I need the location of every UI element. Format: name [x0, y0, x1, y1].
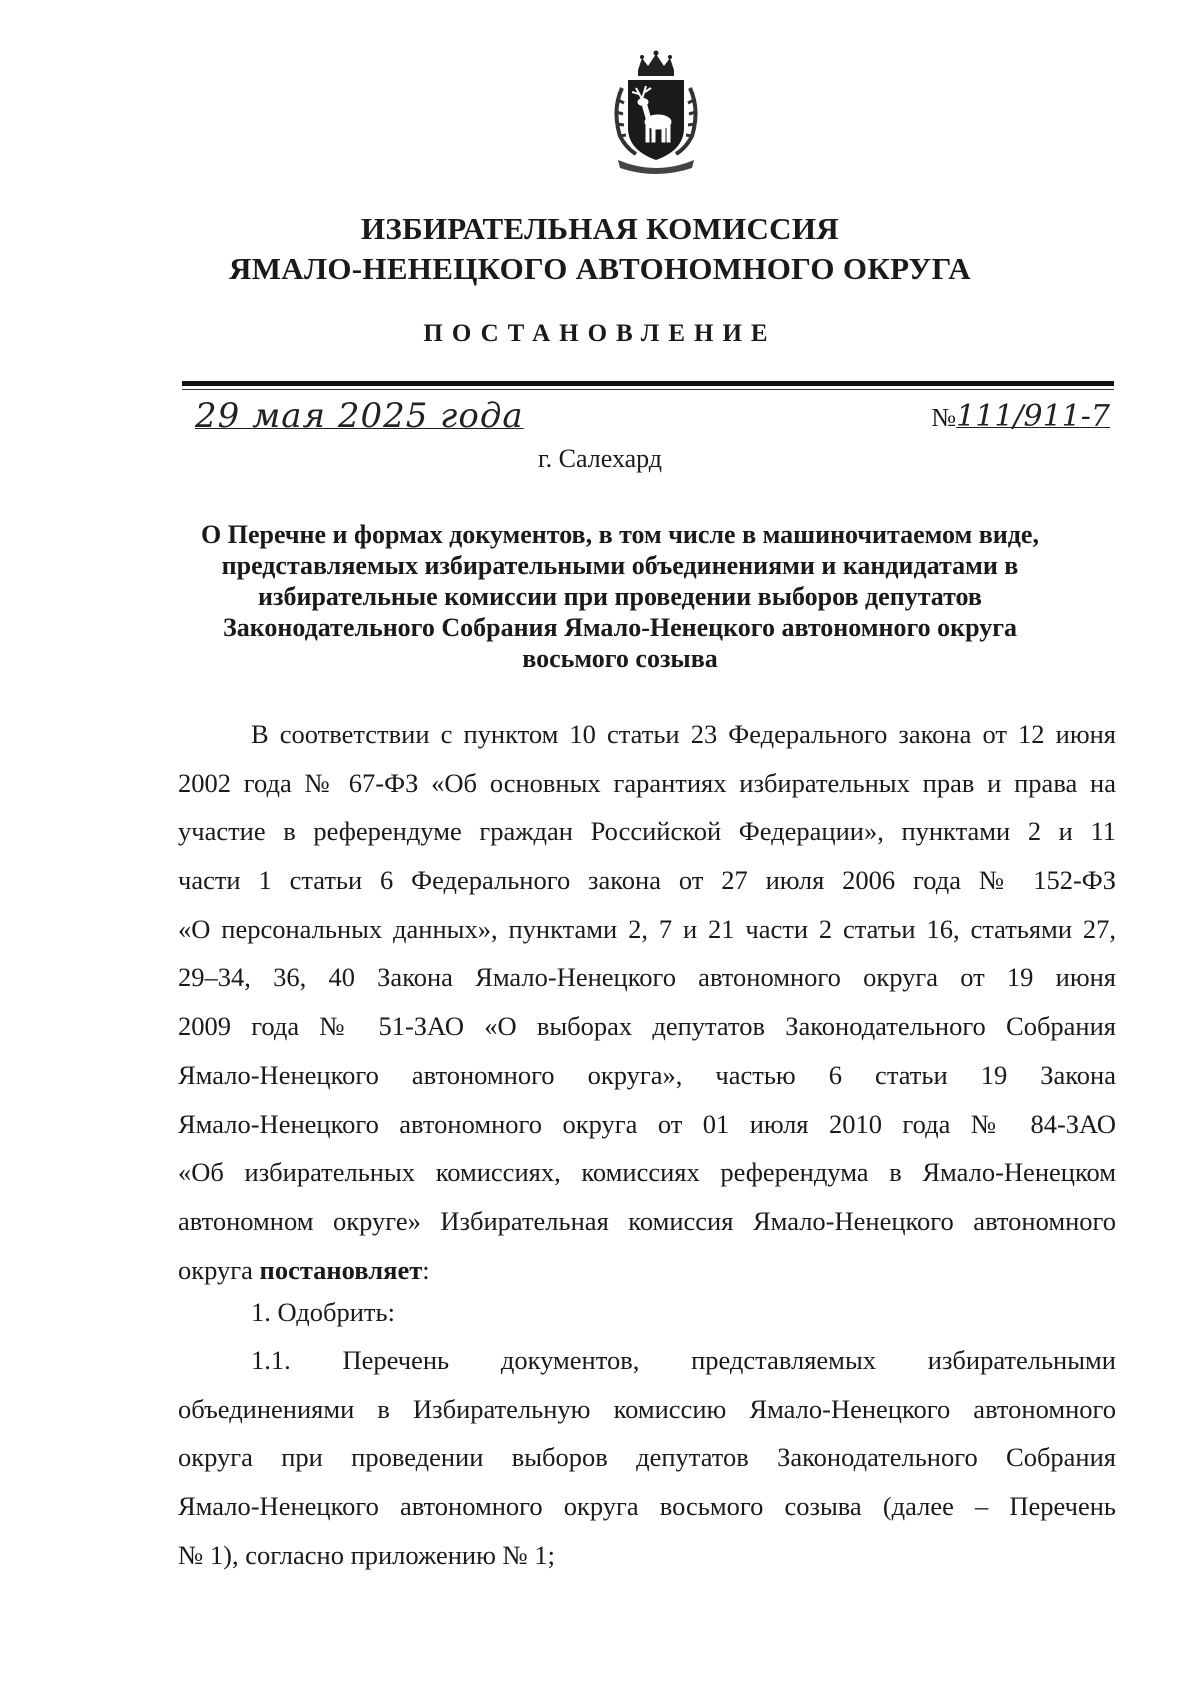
date-value: 29 мая 2025 года [195, 396, 524, 436]
final-line-text: округа [178, 1254, 260, 1285]
document-subject [140, 519, 1100, 674]
header-rule-thick [182, 381, 1114, 386]
subject-line: Законодательного Собрания Ямало-Ненецкого автономного округа [222, 613, 1018, 642]
resolves-keyword: постановляет [259, 1254, 423, 1285]
resolution-item-1-1 [178, 1336, 1116, 1579]
preamble-paragraph [178, 710, 1116, 1294]
paragraph-line: 2002 года № 67-ФЗ «Об основных гарантиях избирательных прав и права на [178, 767, 1116, 798]
header-rule-thin [182, 389, 1114, 390]
paragraph-line: 29–34, 36, 40 Закона Ямало-Ненецкого автономного округа от 19 июня [178, 962, 1116, 993]
commission-name-line-2: ЯМАЛО-НЕНЕЦКОГО АВТОНОМНОГО ОКРУГА [229, 251, 971, 286]
paragraph-line: части 1 статьи 6 Федерального закона от 27 июля 2006 года № 152-ФЗ [178, 865, 1116, 896]
paragraph-line: «Об избирательных комиссиях, комиссиях референдума в Ямало-Ненецком [178, 1157, 1116, 1188]
number-value: 111/911-7 [956, 399, 1110, 434]
item-1-text: 1. Одобрить: [251, 1297, 395, 1327]
commission-name-line-1: ИЗБИРАТЕЛЬНАЯ КОМИССИЯ [361, 211, 839, 246]
paragraph-line-final [178, 1246, 1116, 1295]
resolution-item-1 [178, 1288, 1116, 1337]
item-line: Ямало-Ненецкого автономного округа восьмого созыва (далее – Перечень [178, 1491, 1116, 1522]
paragraph-line: В соответствии с пунктом 10 статьи 23 Федерального закона от 12 июня [251, 719, 1116, 749]
paragraph-line: автономном округе» Избирательная комиссия Ямало-Ненецкого автономного [178, 1205, 1116, 1236]
document-type-title: ПОСТАНОВЛЕНИЕ [423, 320, 777, 347]
handwritten-date [195, 396, 524, 436]
item-line: 1.1. Перечень документов, представляемых избирательными [251, 1345, 1116, 1375]
item-line: № 1), согласно приложению № 1; [178, 1539, 556, 1570]
document-number [931, 399, 1110, 434]
subject-line: восьмого созыва [522, 644, 718, 673]
item-line: округа при проведении выборов депутатов Законодательного Собрания [178, 1442, 1116, 1473]
subject-line: избирательные комиссии при проведении выборов депутатов [258, 582, 982, 611]
paragraph-line: «О персональных данных», пунктами 2, 7 и 21 части 2 статьи 16, статьями 27, [178, 913, 1116, 944]
city-of-issue: г. Салехард [537, 444, 663, 473]
paragraph-line: 2009 года № 51-ЗАО «О выборах депутатов Законодательного Собрания [178, 1011, 1116, 1042]
subject-line: О Перечне и формах документов, в том числе в машиночитаемом виде, [201, 520, 1039, 549]
number-sign: № [931, 403, 957, 432]
subject-line: представляемых избирательными объединениями и кандидатами в [221, 551, 1019, 580]
item-line: объединениями в Избирательную комиссию Ямало-Ненецкого автономного [178, 1393, 1116, 1424]
coat-of-arms-emblem [608, 50, 704, 178]
final-line-colon: : [422, 1254, 430, 1285]
paragraph-line: Ямало-Ненецкого автономного округа», частью 6 статьи 19 Закона [178, 1059, 1116, 1090]
paragraph-line: участие в референдуме граждан Российской Федерации», пунктами 2 и 11 [178, 816, 1116, 847]
paragraph-line: Ямало-Ненецкого автономного округа от 01 июля 2010 года № 84-ЗАО [178, 1108, 1116, 1139]
